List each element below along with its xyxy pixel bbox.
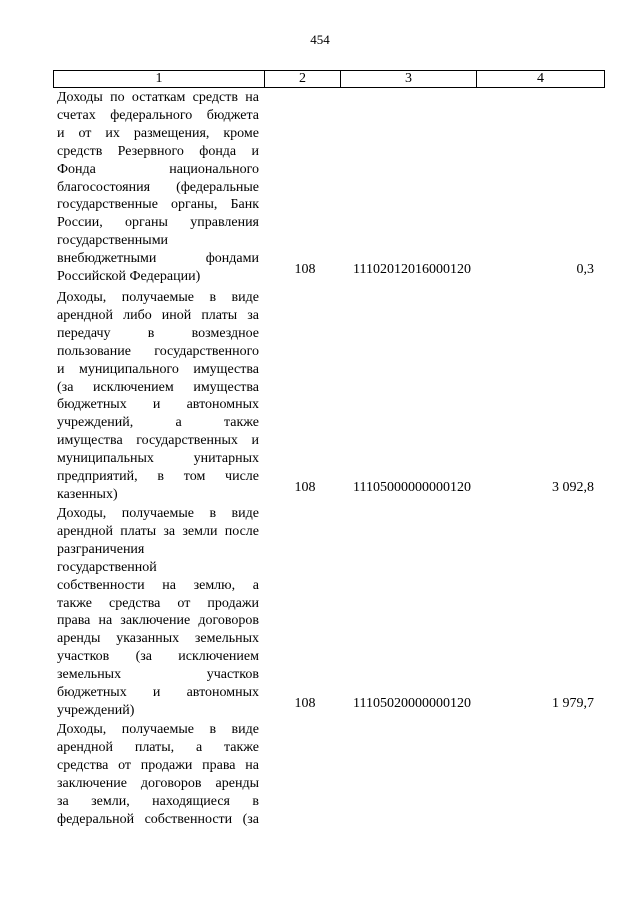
amount: 0,3 [576, 262, 594, 277]
description-line: аренды указанных земельных [57, 631, 259, 647]
description-line: и от их размещения, кроме [57, 125, 259, 141]
description-line: участков (за исключением [57, 649, 259, 665]
description-line: России, органы управления [57, 215, 259, 231]
table-header [53, 70, 605, 88]
description-line: передачу в возмездное [57, 325, 259, 341]
description-line: за земли, находящиеся в [57, 793, 259, 809]
description-line: Доходы по остаткам средств на [57, 90, 259, 105]
description-line: внебюджетными фондами [57, 251, 259, 267]
description-line: и муниципального имущества [57, 361, 259, 377]
description-line: Доходы, получаемые в виде [57, 290, 259, 305]
description-line: казенных) [57, 486, 118, 502]
admin-code: 108 [294, 696, 316, 711]
description-line: бюджетных и автономных [57, 685, 259, 701]
kbk-code: 11105020000000120 [353, 696, 471, 711]
description-line: счетах федерального бюджета [57, 107, 259, 123]
description-line: Доходы, получаемые в виде [57, 722, 259, 737]
description-line: заключение договоров аренды [57, 775, 259, 791]
amount: 1 979,7 [552, 696, 594, 711]
column-number-4: 4 [477, 71, 605, 88]
description-line: предприятий, в том числе [57, 469, 259, 485]
description-line: земельных участков [57, 667, 259, 683]
description-line: имущества государственных и [57, 433, 259, 449]
amount: 3 092,8 [552, 480, 594, 495]
row-description [57, 721, 259, 828]
description-line: пользование государственного [57, 343, 259, 359]
description-line: благосостояния (федеральные [57, 179, 259, 195]
description-line: права на заключение договоров [57, 613, 259, 629]
description-line: учреждений) [57, 702, 135, 718]
description-line: федеральной собственности (за [57, 811, 259, 827]
admin-code: 108 [294, 262, 316, 277]
page-number: 454 [310, 32, 330, 47]
column-number-3: 3 [341, 71, 477, 88]
description-line: Фонда национального [57, 161, 259, 177]
description-line: арендной платы, а также [57, 739, 259, 755]
description-line: средств Резервного фонда и [57, 143, 259, 159]
description-line: также средства от продажи [57, 595, 259, 611]
description-line: Российской Федерации) [57, 269, 201, 285]
description-line: арендной либо иной платы за [57, 307, 259, 323]
row-description [57, 89, 259, 286]
column-number-1: 1 [54, 71, 265, 88]
column-number-2: 2 [265, 71, 341, 88]
description-line: учреждений, а также [57, 415, 259, 431]
row-description [57, 289, 259, 504]
description-line: средства от продажи права на [57, 757, 259, 773]
description-line: (за исключением имущества [57, 379, 259, 395]
description-line: арендной платы за земли после [57, 523, 259, 539]
description-line: государственные органы, Банк [57, 197, 259, 213]
description-line: муниципальных унитарных [57, 451, 259, 467]
description-line: государственными [57, 233, 169, 249]
column-numbers-row [54, 71, 605, 88]
description-line: государственной [57, 559, 157, 575]
kbk-code: 11105000000000120 [353, 480, 471, 495]
description-line: разграничения [57, 541, 145, 557]
description-line: бюджетных и автономных [57, 397, 259, 413]
row-description [57, 505, 259, 720]
kbk-code: 11102012016000120 [353, 262, 471, 277]
description-line: Доходы, получаемые в виде [57, 506, 259, 521]
description-line: собственности на землю, а [57, 577, 259, 593]
admin-code: 108 [294, 480, 316, 495]
